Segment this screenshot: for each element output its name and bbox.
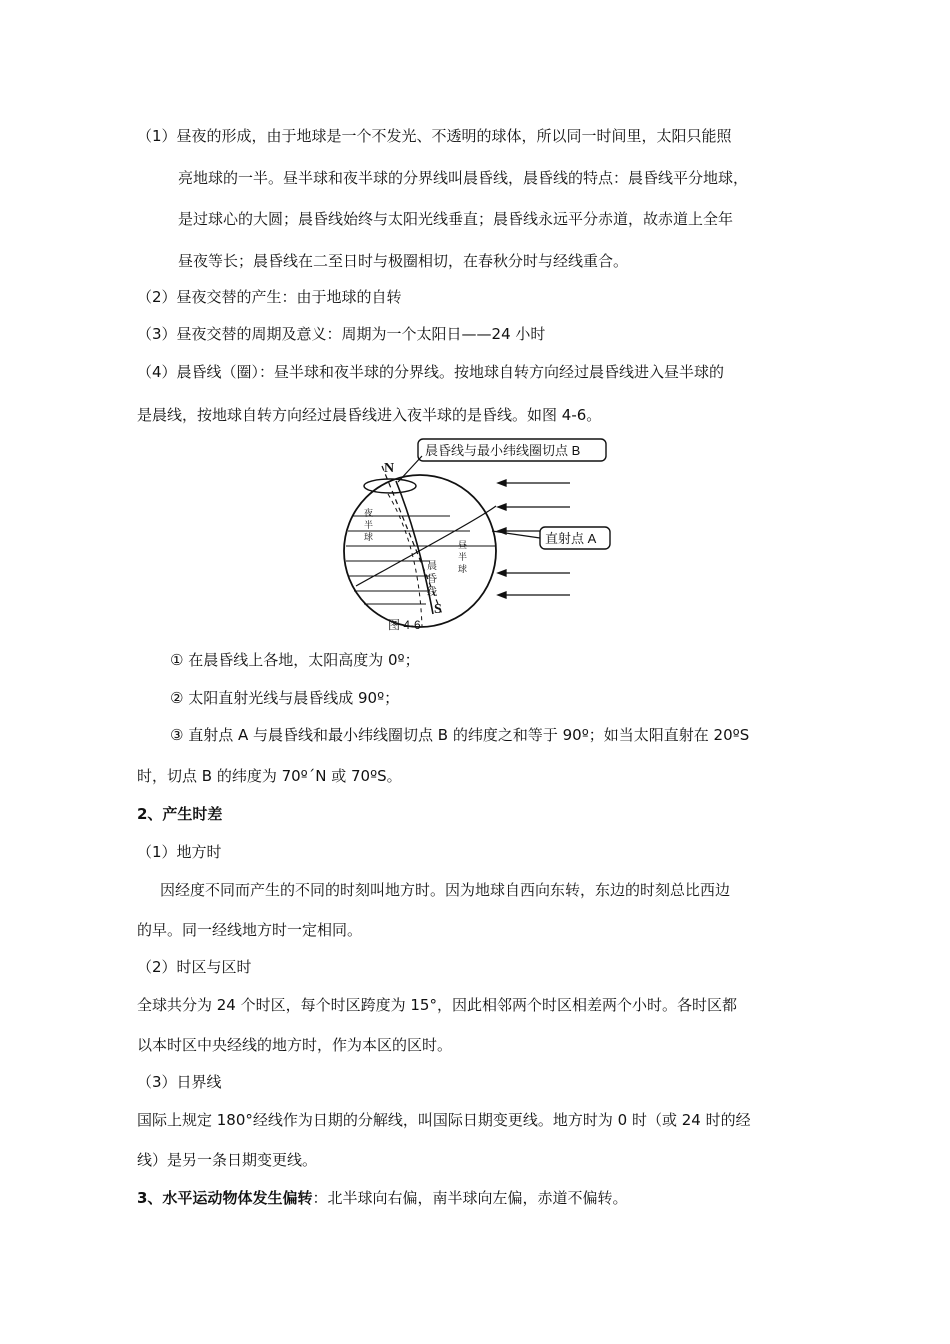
svg-text:晨: 晨 <box>427 561 437 572</box>
callout-b-label: 晨昏线与最小纬线圈切点 B <box>425 443 581 458</box>
day-hemisphere-label <box>458 540 467 574</box>
para-alternation-period: （3）昼夜交替的周期及意义：周期为一个太阳日——24 小时 <box>137 325 546 343</box>
svg-text:夜: 夜 <box>364 508 374 518</box>
para-terminator-line1: （4）晨昏线（圈）：昼半球和夜半球的分界线。按地球自转方向经过晨昏线进入昼半球的 <box>137 363 725 381</box>
point-3: ③ 直射点 A 与晨昏线和最小纬线圈切点 B 的纬度之和等于 90º；如当太阳直射在 20ºS <box>170 726 750 744</box>
para-local-time-line1: 因经度不同而产生的不同的时刻叫地方时。因为地球自西向东转，东边的时刻总比西边 <box>160 881 731 899</box>
para-day-night-formation-line2: 亮地球的一半。昼半球和夜半球的分界线叫晨昏线，晨昏线的特点：晨昏线平分地球， <box>178 169 749 187</box>
para-day-night-formation-line1: （1）昼夜的形成，由于地球是一个不发光、不透明的球体，所以同一时间里，太阳只能照 <box>137 127 732 145</box>
point-2: ② 太阳直射光线与晨昏线成 90º； <box>170 689 400 707</box>
callout-a-pointer <box>492 531 540 538</box>
svg-text:线: 线 <box>427 587 437 598</box>
para-time-zones-line1: 全球共分为 24 个时区，每个时区跨度为 15°，因此相邻两个时区相差两个小时。各时区都 <box>137 996 737 1014</box>
south-pole-label: S <box>434 602 442 617</box>
callout-b-pointer <box>398 456 422 482</box>
meridian-dashed <box>388 494 422 626</box>
para-day-night-alternation: （2）昼夜交替的产生：由于地球的自转 <box>137 288 402 306</box>
svg-text:昼: 昼 <box>458 540 468 550</box>
svg-text:球: 球 <box>458 564 468 574</box>
heading-deflection: 3、水平运动物体发生偏转 <box>137 1189 313 1207</box>
svg-text:半: 半 <box>458 552 468 562</box>
para-day-night-formation-line4: 昼夜等长；晨昏线在二至日时与极圈相切，在春秋分时与经线重合。 <box>178 252 629 270</box>
point-1: ① 在晨昏线上各地，太阳高度为 0º； <box>170 651 420 669</box>
para-terminator-line2: 是晨线，按地球自转方向经过晨昏线进入夜半球的是昏线。如图 4-6。 <box>137 406 602 424</box>
figure-4-6-diagram <box>330 436 620 636</box>
subheading-time-zones: （2）时区与区时 <box>137 958 252 976</box>
subheading-date-line: （3）日界线 <box>137 1073 222 1091</box>
para-date-line-line1: 国际上规定 180°经线作为日期的分解线，叫国际日期变更线。地方时为 0 时（或 24 时的经 <box>137 1111 751 1129</box>
para-time-zones-line2: 以本时区中央经线的地方时，作为本区的区时。 <box>137 1036 453 1054</box>
subheading-local-time: （1）地方时 <box>137 843 222 861</box>
svg-text:昏: 昏 <box>427 574 437 585</box>
point-3-continued: 时，切点 B 的纬度为 70º´N 或 70ºS。 <box>137 767 402 785</box>
para-deflection <box>137 1188 627 1208</box>
night-hemisphere-label <box>364 507 373 542</box>
svg-text:半: 半 <box>364 520 374 530</box>
svg-text:球: 球 <box>364 532 374 542</box>
para-date-line-line2: 线）是另一条日期变更线。 <box>137 1151 318 1169</box>
north-pole-label: N <box>384 461 395 476</box>
para-day-night-formation-line3: 是过球心的大圆；晨昏线始终与太阳光线垂直；晨昏线永远平分赤道，故赤道上全年 <box>178 210 734 228</box>
para-local-time-line2: 的早。同一经线地方时一定相同。 <box>137 921 363 939</box>
figure-caption: 图 4-6 <box>388 618 421 632</box>
deflection-text: ：北半球向右偏，南半球向左偏，赤道不偏转。 <box>312 1189 628 1207</box>
heading-time-difference: 2、产生时差 <box>137 805 223 823</box>
terminator-label <box>427 560 437 598</box>
callout-a-label: 直射点 A <box>545 531 597 546</box>
